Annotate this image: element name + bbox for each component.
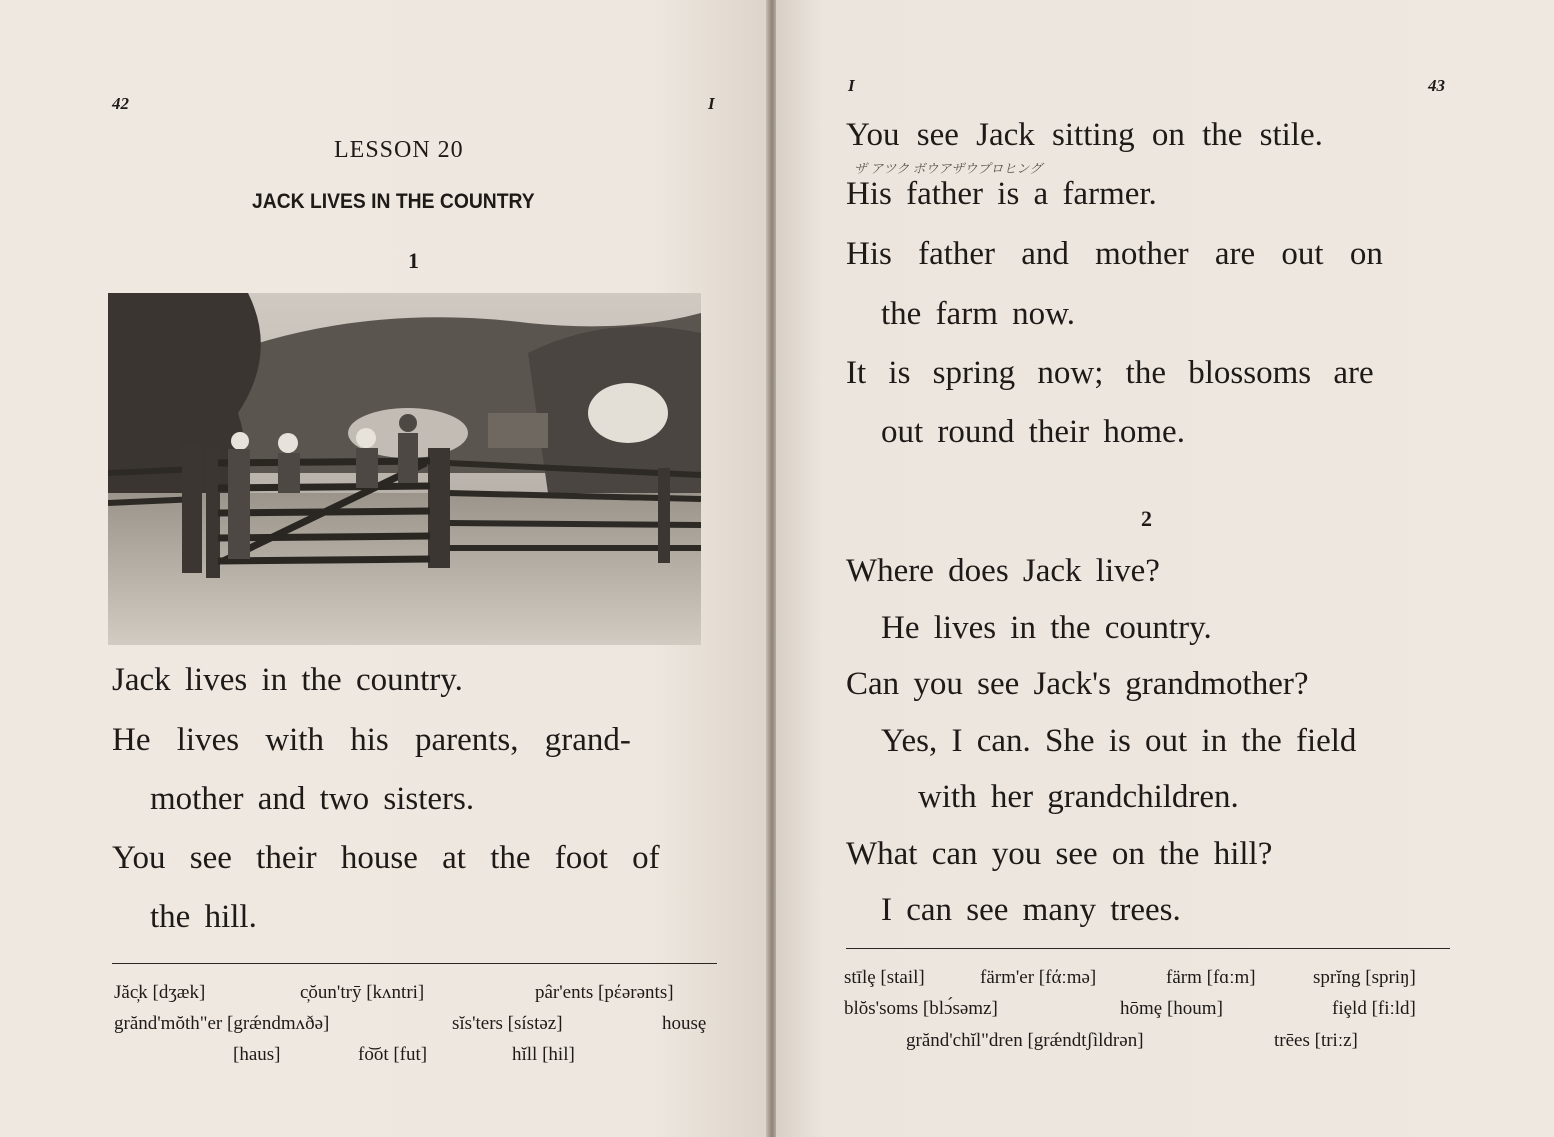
lesson-title: LESSON 20: [334, 137, 464, 163]
glossary-entry: [haus]: [233, 1044, 281, 1065]
glossary-entry: grănd'chĭl"dren [grǽndtʃìldrən]: [906, 1030, 1144, 1051]
glossary-entry: färm [fɑːm]: [1166, 967, 1256, 988]
glossary-entry: stīlȩ [stail]: [844, 967, 925, 988]
body-line: He lives with his parents, grand-: [112, 722, 631, 758]
glossary-entry: färm'er [fάːmə]: [980, 967, 1097, 988]
body-line: the farm now.: [881, 296, 1076, 332]
chapter-mark-left: I: [708, 94, 715, 113]
page-number-right: 43: [1428, 76, 1445, 95]
glossary-entry: sprĭng [spriŋ]: [1313, 967, 1416, 988]
glossary-entry: sĭs'ters [sístəz]: [452, 1013, 563, 1034]
glossary-divider-left: [112, 963, 717, 964]
body-line: It is spring now; the blossoms are: [846, 355, 1374, 391]
farm-gate-photo: [108, 293, 701, 645]
glossary-entry: trēes [triːz]: [1274, 1030, 1358, 1051]
lesson-subtitle: JACK LIVES IN THE COUNTRY: [252, 190, 535, 213]
chapter-mark-right: I: [848, 76, 855, 95]
left-page: [0, 0, 768, 1137]
body-line: out round their home.: [881, 414, 1185, 450]
body-line: mother and two sisters.: [150, 781, 475, 817]
body-line: I can see many trees.: [881, 892, 1181, 928]
body-line: You see Jack sitting on the stile.: [846, 117, 1323, 153]
handwritten-note: ザ アツク ボウアザウプロヒング: [854, 161, 1043, 176]
section-number-right: 2: [1141, 506, 1152, 531]
photo-illustration: [108, 293, 701, 645]
right-page: [776, 0, 1554, 1137]
page-number-left: 42: [112, 94, 129, 113]
body-line: He lives in the country.: [881, 610, 1212, 646]
glossary-entry: c̦ŏun'trӯ [kʌntri]: [300, 982, 425, 1003]
glossary-entry: fiȩld [fiːld]: [1332, 998, 1416, 1019]
glossary-entry: grănd'mŏth"er [grǽndmʌðə]: [114, 1013, 330, 1034]
body-line: Yes, I can. She is out in the field: [881, 723, 1357, 759]
body-line: His father is a farmer.: [846, 176, 1157, 212]
body-line: What can you see on the hill?: [846, 836, 1273, 872]
body-line: Can you see Jack's grandmother?: [846, 666, 1309, 702]
body-line: You see their house at the foot of: [112, 840, 660, 876]
body-line: Where does Jack live?: [846, 553, 1160, 589]
glossary-entry: hĭll [hil]: [512, 1044, 575, 1065]
glossary-entry: blŏs'soms [blɔ́səmz]: [844, 998, 998, 1019]
glossary-entry: Jăc̦k [dʒæk]: [114, 982, 206, 1003]
body-line: the hill.: [150, 899, 257, 935]
body-line: with her grandchildren.: [918, 779, 1239, 815]
glossary-entry: fo͝ot [fut]: [358, 1044, 428, 1065]
glossary-divider-right: [846, 948, 1450, 949]
section-number-left: 1: [408, 248, 419, 273]
body-line: Jack lives in the country.: [112, 662, 463, 698]
glossary-entry: pâr'ents [pέərənts]: [535, 982, 674, 1003]
glossary-entry: hōmȩ [houm]: [1120, 998, 1223, 1019]
body-line: His father and mother are out on: [846, 236, 1383, 272]
glossary-entry: housȩ: [662, 1013, 707, 1034]
